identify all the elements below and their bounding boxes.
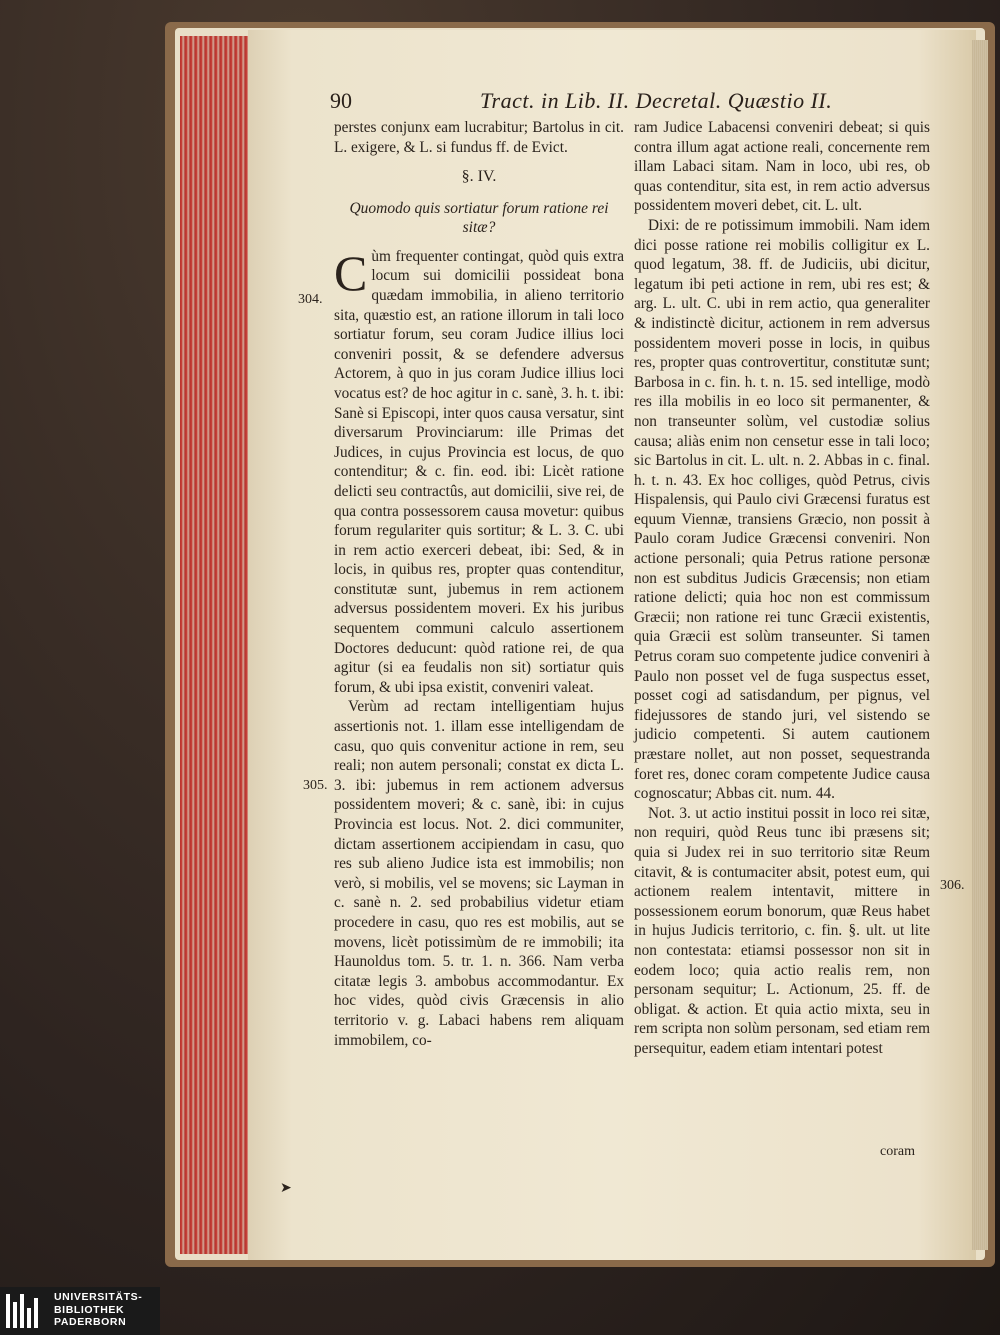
margin-number-305: 305. bbox=[303, 778, 328, 793]
opening-text: perstes conjunx eam lucrabitur; Bartolus in cit. L. exigere, & L. si fundus ff. de Evict. bbox=[334, 119, 624, 156]
margin-number-304: 304. bbox=[298, 292, 323, 307]
fore-edge bbox=[972, 40, 988, 1250]
logo-line-1: UNIVERSITÄTS- bbox=[54, 1291, 143, 1303]
paragraph-304-text: ùm frequenter contingat, quòd quis extra locum sui domicilii possideat bona quædam immobilia, in alieno territorio sita, quæstio est, an ratione illorum in tali loco sortiatur forum, seu coram Judice illius loci conveniri possit, & se defendere adversus Actorem, à quo in jus coram Judice illius loci vocatus est? de hoc agitur in c. sanè, 3. h. t. ibi: Sanè si Episcopi, inter quos causa versatur, sint diversarum Provinciarum: ille Primas det Judices, in cujus Provincia est locus, de quo contenditur; & c. fin. eod. ibi: Licèt ratione delicti seu contractûs, aut domicilii, sive rei, de qua contra possessorem causa movetur: quibus forum regulariter quis sortitur; & L. 3. C. ubi in rem actio exerceri debeat, ibi: Sed, & in locis, in quibus res, propter quas contenditur, constitutæ sunt, jubemus in rem actionem adversus possidentem moveri. Ex his juribus sequentem communi calculo assertionem Doctores deducunt: quòd ratione rei, de qua agitur (si ea feudalis non sit) sortiatur quis forum, & ubi ipsa existit, conveniri valeat. bbox=[334, 247, 624, 696]
page-number: 90 bbox=[330, 88, 352, 113]
catchword: coram bbox=[880, 1144, 915, 1159]
logo-line-3: PADERBORN bbox=[54, 1316, 127, 1328]
paragraph-right-a: ram Judice Labacensi conveniri debeat; si quis contra illum agat actione reali, concernente rem illam Labaci sitam. Nam in loco, ubi res, ob quas contenditur, sita est, in rem actio adversus possidentem moveri debet, cit. L. ult. bbox=[634, 119, 930, 215]
paragraph-305: Verùm ad rectam intelligentiam hujus assertionis not. 1. illam esse intelligendam de casu, quo quis convenitur actione in rem, seu reali; non autem personali; constat ex dicta L. 3. ibi: jubemus in rem actionem adversus possidentem moveri; & c. sanè, ibi: in cujus Provincia est locus. Not. 2. dici communiter, dictam assertionem accipiendam in casu, quo res sub alieno Judice ista est immobilis; non verò, si mobilis, vel se movens; sic Layman in c. sanè n. 2. sed probabilius videtur etiam procedere in casu, quo res est mobilis, aut se movens, licèt potissimùm de re immobili; ita Haunoldus tom. 5. tr. 1. n. 366. Nam verba citatæ legis 3. ambobus accommodantur. Ex hoc vides, quòd civis Græcensis in alio territorio v. g. Labaci habens rem aliquam immobilem, co- bbox=[334, 698, 624, 1049]
section-heading: §. IV. bbox=[461, 168, 497, 186]
logo-line-2: BIBLIOTHEK bbox=[54, 1303, 125, 1316]
library-barcode-icon bbox=[6, 1294, 42, 1328]
section-caption: Quomodo quis sortiatur forum ratione rei sitæ? bbox=[349, 199, 609, 236]
margin-number-306: 306. bbox=[940, 878, 965, 893]
pointing-mark-icon: ➤ bbox=[280, 1181, 292, 1196]
paragraph-right-b: Dixi: de re potissimum immobili. Nam idem dici posse ratione rei mobilis colligitur ex L. quod legatum, 38. ff. de Judiciis, ubi dicitur, legatum ibi peti actione in rem, ubi res est; & arg. L. ult. C. ubi in rem actio, qua generaliter & indistinctè dicitur, actionem in rem adversus possidentem moveri posse in locis, in quibus res, propter quas controvertitur, constitutæ sunt; Barbosa in c. fin. h. t. n. 15. sed intellige, modò res illa mobilis in eo loco sit permanenter, & non transeunter solùm, vel custodiæ solius causa; aliàs enim non censetur esse in tali loco; sic Bartolus in cit. L. ult. n. 2. Abbas in c. final. h. t. n. 43. Ex hoc colliges, quòd Petrus, civis Hispalensis, qui Paulo civi Græcensi furatus est equum Viennæ, transiens Græcio, non possit à Paulo coram Judice Græcensi conveniri. Non actione personali; quia Petrus ratione personæ non est subditus Judicis Græcensis; non etiam ratione delicti; quia hoc non est commissum Græcii; non ratione rei tunc Græcii existentis, quia Græcii est solùm transeunter. Si tamen Petrus coram suo competente judice conveniri à Paulo non posset vel de fuga suspectus esset, posset cogi ad satisdandum, per pignus, vel fidejussores de stando juri, vel sistendo se judicio competenti. Si autem cautionem præstare nollet, aut non posset, sequestranda foret res, donec coram competente Judice causa cognoscatur; Abbas cit. num. 44. bbox=[634, 216, 930, 803]
library-logo-text bbox=[54, 1291, 142, 1329]
paragraph-304 bbox=[334, 244, 624, 698]
running-title: Tract. in Lib. II. Decretal. Quæstio II. bbox=[480, 88, 833, 113]
drop-initial: C bbox=[334, 244, 368, 301]
left-column bbox=[334, 118, 624, 1050]
red-page-edges bbox=[180, 36, 250, 1254]
paragraph-306: Not. 3. ut actio institui possit in loco rei sitæ, non requiri, quòd Reus tunc ibi præsens sit; quia si Judex rei in suo territorio sitæ Reum citavit, & is contumaciter absit, potest eum, qui actionem realem intentavit, mittere in possessionem eorum bonorum, quæ Reus habet in hujus Judicis territorio, c. fin. §. ult. ut lite non contestata: etiamsi possessor non sit in eodem loco; quia actio realis rem, non personam sequitur; L. Actionum, 25. ff. de obligat. & action. Et quia actio mixta, seu in rem scripta non solùm personam, sed etiam rem persequitur, eadem etiam intentari potest bbox=[634, 804, 930, 1057]
library-logo bbox=[0, 1287, 160, 1335]
page-header bbox=[330, 88, 970, 118]
right-column bbox=[634, 118, 930, 1059]
